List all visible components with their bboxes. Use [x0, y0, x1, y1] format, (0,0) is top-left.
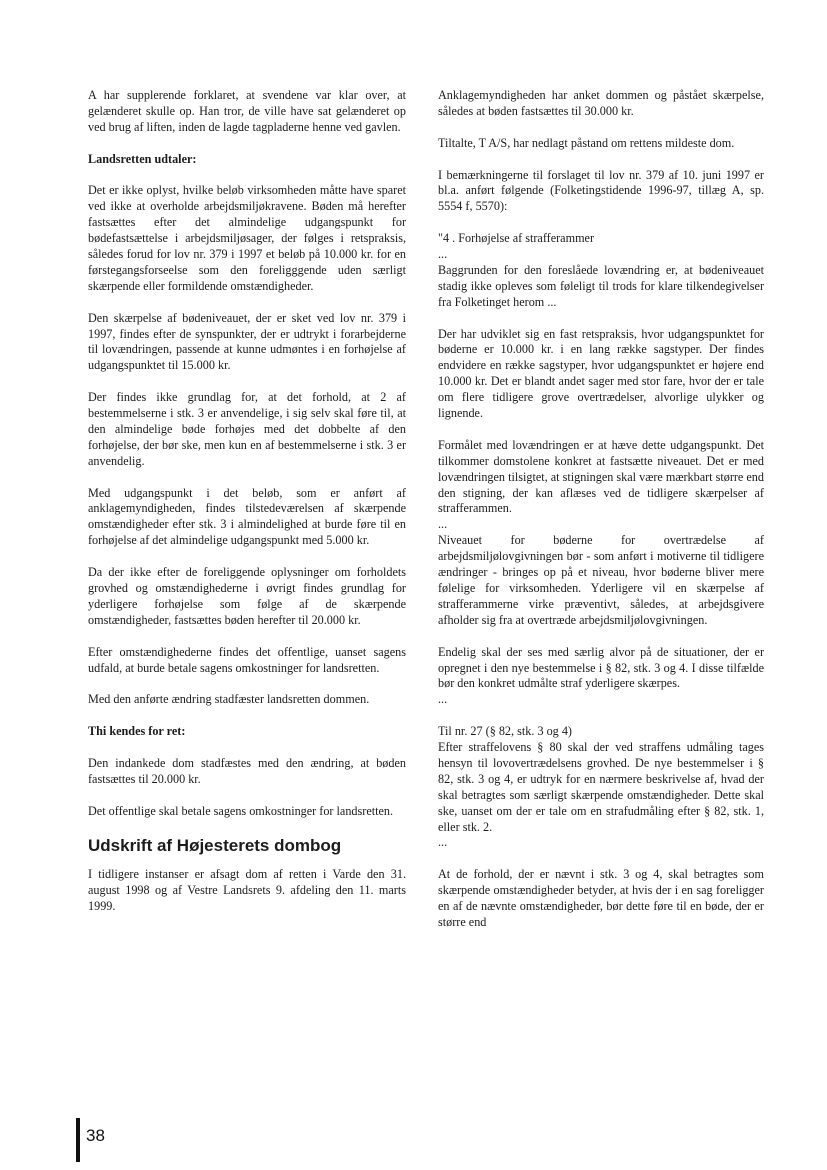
paragraph: Formålet med lovændringen er at hæve dette udgangspunkt. Det tilkommer domstolene konkret at fastsætte niveauet. Det er med lovændringen tilsigtet, at stigningen skal være mærkbart større end den stigning, der kan aflæses ved de tidligere skærpelser af strafferammen. [438, 437, 764, 516]
paragraph: Niveauet for bøderne for overtrædelse af arbejdsmiljølovgivningen bør - som anført i motiverne til tidligere ændringer - bringes op på et niveau, hvor bøderne bliver mere følelige for virksomheden. Yderligere vil en skærpelse af strafferammerne virke præventivt, således, at arbejdsgivere afholder sig fra at overtræde arbejdsmiljølovgivningen. [438, 533, 764, 627]
ellipsis: ... [438, 517, 448, 532]
paragraph: Baggrunden for den foreslåede lovændring er, at bødeniveauet stadig ikke opleves som føleligt til trods for klare tilkendegivelser fra Folketinget herom ... [438, 262, 764, 309]
ellipsis: ... [438, 692, 448, 707]
subheading: Til nr. 27 (§ 82, stk. 3 og 4) [438, 724, 572, 739]
paragraph: Den skærpelse af bødeniveauet, der er sket ved lov nr. 379 i 1997, findes efter de synspunkter, der er udtrykt i forarbejderne til lovændringen, passende at kunne udmøntes i en forhøjelse af udgangspunktet til 15.000 kr. [88, 310, 406, 373]
paragraph: At de forhold, der er nævnt i stk. 3 og 4, skal betragtes som skærpende omstændigheder betyder, at hvis der i en sag foreligger en af de nævnte omstændigheder, bør dette føre til en bøde, der er større end [438, 867, 764, 929]
page-number: 38 [86, 1126, 105, 1145]
paragraph: Endelig skal der ses med særlig alvor på de situationer, der er opregnet i den nye bestemmelse i § 82, stk. 3 og 4. I disse tilfælde bør den konkret udmålte straf yderligere skærpes. [438, 644, 764, 691]
paragraph: Det er ikke oplyst, hvilke beløb virksomheden måtte have sparet ved ikke at overholde arbejdsmiljøkravene. Bøden må herefter fastsættes efter det almindelige udgangspunkt for bødefastsættelse i arbejdsmiljøsager, der følges i retspraksis, således forud for lov nr. 379 i 1997 et beløb på 10.000 kr. for en førstegangsforseelse som den foreligggende uden særligt skærpende eller formildende omstændigheder. [88, 183, 406, 293]
heading-landsretten-udtaler: Landsretten udtaler: [88, 151, 197, 166]
paragraph: Efter straffelovens § 80 skal der ved straffens udmåling tages hensyn til lovovertrædelsens grovhed. De nye bestemmelser i § 82, stk. 3 og 4, er udtryk for en nærmere beskrivelse af, hvad der skal betragtes som særligt skærpende omstændigheder. Dette skal ske, uanset om der er tale om en strafudmåling efter § 82, stk. 1, eller stk. 2. [438, 740, 764, 834]
paragraph: I tidligere instanser er afsagt dom af retten i Varde den 31. august 1998 og af Vestre Landsrets 9. afdeling den 11. marts 1999. [88, 867, 406, 914]
paragraph: A har supplerende forklaret, at svendene var klar over, at gelænderet skulle op. Han tror, de ville have sat gelænderet op ved brug af liften, inden de lagde tagpladerne henne ved gavlen. [88, 88, 406, 134]
paragraph: Der har udviklet sig en fast retspraksis, hvor udgangspunktet for bøderne er 10.000 kr. i en lang række sagstyper. Der findes endvidere en række sagstyper, hvor udgangspunktet er højere end 10.000 kr. Det er blandt andet sager med stor fare, hvor der er tale om flere tidligere grove overtrædelser, alvorlige ulykker og lignende. [438, 326, 764, 421]
left-column [88, 88, 406, 931]
paragraph: Det offentlige skal betale sagens omkostninger for landsretten. [88, 803, 394, 818]
paragraph: Med udgangspunkt i det beløb, som er anført af anklagemyndigheden, findes tilstedeværelsen af skærpende omstændigheder efter stk. 3 i almindelighed at burde føre til en forhøjelse af det almindelige udgangspunkt med 5.000 kr. [88, 485, 406, 548]
paragraph: Efter omstændighederne findes det offentlige, uanset sagens udfald, at burde betale sagens omkostninger for landsretten. [88, 644, 406, 675]
section-title: Udskrift af Højesterets dombog [88, 836, 342, 856]
paragraph: Med den anførte ændring stadfæster landsretten dommen. [88, 692, 370, 707]
paragraph: I bemærkningerne til forslaget til lov nr. 379 af 10. juni 1997 er bl.a. anført følgende (Folketingstidende 1996-97, tillæg A, sp. 5554 f, 5570): [438, 167, 764, 214]
quote-heading: "4 . Forhøjelse af strafferammer [438, 231, 595, 246]
right-column [438, 88, 764, 947]
page-number-bar [76, 1118, 80, 1162]
paragraph: Anklagemyndigheden har anket dommen og påstået skærpelse, således at bøden fastsættes til 30.000 kr. [438, 88, 764, 118]
paragraph: Da der ikke efter de foreliggende oplysninger om forholdets grovhed og omstændighederne i øvrigt findes grundlag for yderligere forhøjelse som følge af de skærpende omstændigheder, fastsættes bøden herefter til 20.000 kr. [88, 565, 406, 627]
ellipsis: ... [438, 835, 448, 850]
heading-thi-kendes-for-ret: Thi kendes for ret: [88, 724, 186, 739]
paragraph: Den indankede dom stadfæstes med den ændring, at bøden fastsættes til 20.000 kr. [88, 755, 406, 786]
paragraph: Der findes ikke grundlag for, at det forhold, at 2 af bestemmelserne i stk. 3 er anvendelige, i sig selv skal føre til, at den almindelige bøde forhøjes med det dobbelte af den forhøjelse, der bør ske, men kun en af bestemmelserne i stk. 3 er anvendelig. [88, 390, 406, 468]
paragraph: Tiltalte, T A/S, har nedlagt påstand om rettens mildeste dom. [438, 135, 735, 150]
ellipsis: ... [438, 247, 448, 262]
